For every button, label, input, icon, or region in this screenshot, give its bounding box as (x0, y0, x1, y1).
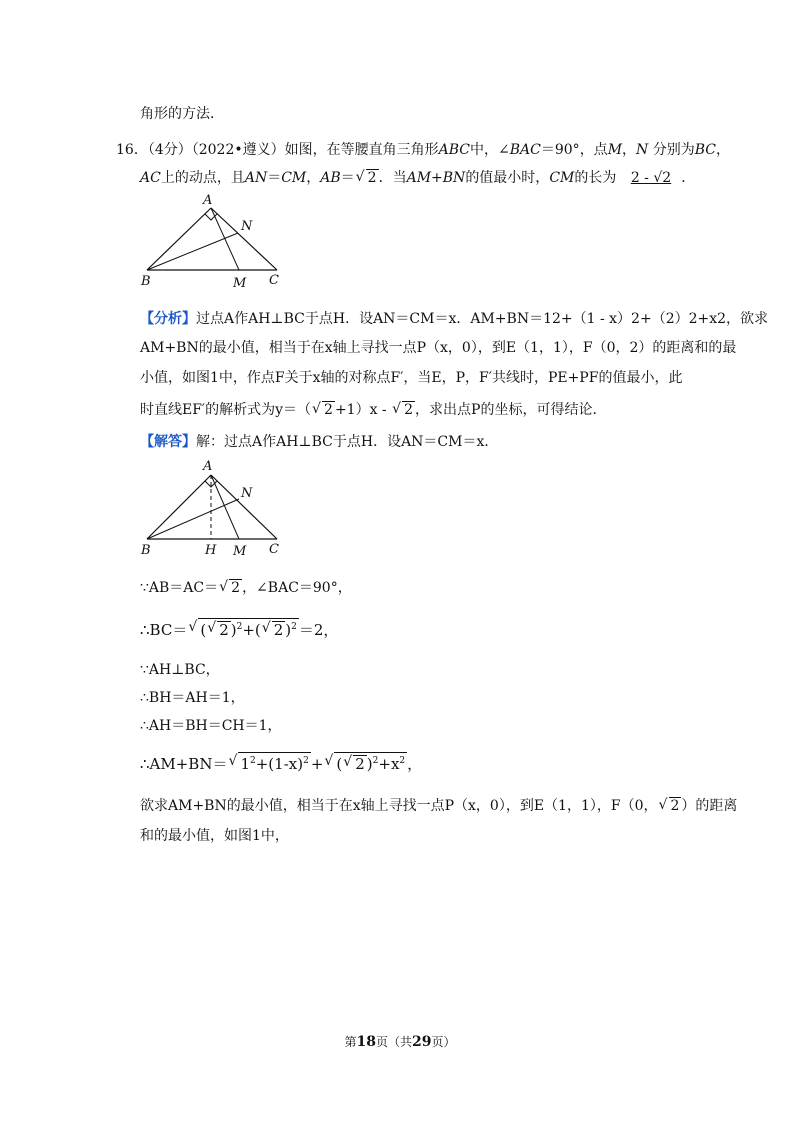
fig1-label-A: A (203, 193, 213, 208)
page-total: 29 (412, 1034, 432, 1050)
fig2-label-C: C (269, 542, 279, 557)
fig1-label-M: M (233, 276, 247, 290)
solution-step-6: ∴AM+BN＝√ $1^2+(1-x)^2$ +√ (√ 2 )$^2+x^2$ ， (140, 752, 422, 774)
page-number: 18 (356, 1034, 376, 1050)
analysis-line-3: 小值，如图1中，作点F关于x轴的对称点F′，当E，P，F′共线时，PE+PF的值最小，此 (140, 370, 683, 386)
solution-step-2: ∴BC＝√ (√ 2 )$^2$+(√ 2 )$^2$ ＝2， (140, 618, 338, 640)
answer-blank: 2 - √2 (630, 170, 672, 186)
fig2-label-M: M (233, 544, 247, 559)
solution-step-1: ∵AB＝AC＝√ 2 ，∠BAC＝90°， (140, 578, 352, 598)
question-line-1: 16．（4分）（2022•遵义）如图，在等腰直角三角形ABC中，∠BAC＝90°，点M，N 分别为BC， (116, 142, 730, 158)
figure-1 (135, 190, 295, 290)
analysis-line-2: AM+BN的最小值，相当于在x轴上寻找一点P（x，0），到E（1，1），F（0，2）的距离和的最 (140, 340, 737, 356)
fig2-label-H: H (205, 543, 217, 558)
fig1-label-B: B (141, 274, 151, 289)
question-line-2: AC上的动点，且AN＝CM，AB＝√ 2 ．当AM+BN的值最小时，CM的长为 2 - √2 ． (140, 168, 695, 188)
analysis-line-1: 【分析】过点A作AH⊥BC于点H．设AN＝CM＝x．AM+BN＝12+（1 - x）2+（2）2+x2，欲求 (140, 311, 769, 327)
fig2-label-A: A (203, 459, 213, 474)
top-text: 角形的方法． (140, 106, 224, 122)
analysis-line-4: 时直线EF′的解析式为y＝（√ 2 +1）x - √ 2 ，求出点P的坐标，可得结论． (140, 400, 606, 420)
solution-step-8: 和的最小值，如图1中， (140, 828, 289, 844)
fig1-label-N: N (241, 219, 253, 234)
page-footer: 第18页（共29页） (344, 1034, 456, 1050)
solution-line-1: 【解答】解：过点A作AH⊥BC于点H．设AN＝CM＝x． (140, 434, 499, 450)
analysis-tag: 【分析】 (140, 311, 196, 327)
solution-step-5: ∴AH＝BH＝CH＝1， (140, 718, 282, 734)
fig1-label-C: C (269, 273, 279, 288)
solution-step-3: ∵AH⊥BC， (140, 662, 220, 678)
fig2-label-B: B (141, 543, 151, 558)
solution-tag: 【解答】 (140, 434, 196, 450)
figure-2 (135, 455, 295, 560)
fig2-label-N: N (241, 486, 253, 501)
solution-step-7: 欲求AM+BN的最小值，相当于在x轴上寻找一点P（x，0），到E（1，1），F（0，√ 2 ）的距离 (140, 796, 737, 816)
solution-step-4: ∴BH＝AH＝1， (140, 690, 245, 706)
